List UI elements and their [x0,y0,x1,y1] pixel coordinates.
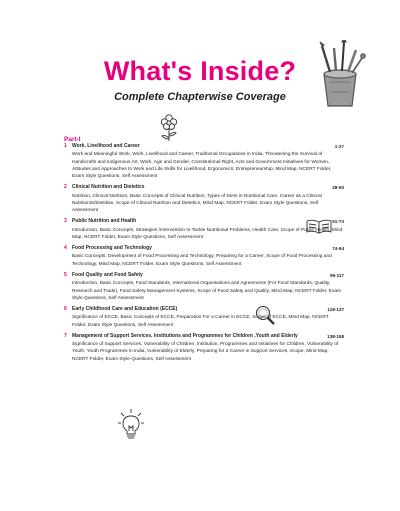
chapter-description: Nutrition, Clinical Nutrition, Basic Concepts of Clinical Nutrition, Types of Diets in Nutritional Care, Career as a Clinical Nutritionist/Dietitian, Scope of Clinical Nutrition and Dietetics, Mind Map, NCERT Folder, Exam Style Questions, Self Assessment [72,193,322,214]
chapter-title[interactable]: Food Quality and Food Safety [72,272,143,279]
chapter-pages: 28-50 [332,185,344,191]
page-title: What's Inside? [103,56,297,86]
chapter-number: 6 [64,306,67,313]
chapter-list [64,143,344,367]
lightbulb-icon [118,408,144,442]
chapter-number: 7 [64,332,67,339]
chapter-title[interactable]: Early Childhood Care and Education (ECCE) [72,306,178,313]
flower-icon [158,114,180,142]
chapter-item[interactable] [64,272,344,302]
pencil-cup-icon [312,40,366,110]
chapter-pages: 74-94 [332,246,344,252]
chapter-title[interactable]: Public Nutrition and Health [72,218,137,225]
chapter-pages: 95-117 [329,273,344,279]
chapter-number: 4 [64,245,67,252]
chapter-description: Significance of ECCE, Basic Concepts of ECCE, Preparation For a Career in ECCE, Scope of ECCE, Mind Map, NCERT Folder, Exam Style Questions, Self Assessment [72,315,329,328]
chapter-title[interactable]: Food Processing and Technology [72,245,152,252]
chapter-pages: 1-27 [334,144,344,149]
chapter-description: Introduction, Basic Concepts, Strategies /Intervention to Tackle Nutritional Problems, Health Care, Scope of Public Health, Mind Map, NCERT Folder, Exam Style Questions, Self Assessment [72,227,343,240]
chapter-title[interactable]: Work, Livelihood and Career [72,143,140,149]
chapter-description: Significance of Support Services, Vulnerability of Children, Institution, Programmes and Initiatives for Children, Vulnerability of Youth, Youth Programmes in India, Vulnerability of Elderly, Preparing for a Career in Support Services, Scope, Mind Map, NCERT Folder, Exam Style Questions, Self Assessment [72,342,339,362]
chapter-title[interactable]: Management of Support Services, Institutions and Programmes for Children ,Youth and Elderly [72,332,298,339]
chapter-item[interactable] [64,184,344,214]
chapter-pages: 118-137 [327,307,344,313]
page-subtitle: Complete Chapterwise Coverage [114,91,286,103]
part-label: Part-I [64,136,81,143]
chapter-item[interactable] [64,245,344,268]
chapter-description: Work and Meaningful Work, Work, Livelihood and Career, Traditional Occupations in India, Threatening the Survival of Handicrafts and Indigenous Art, Work, Age and Gender, Constitutional Right, Acts and Government Initiatives for Women, Attitudes and Approaches to Work and Life Skills for Livelihood, Ergonomics, Entrepreneurship, Mind Map, NCERT Folder, Exam Style Questions, Self Assessment [72,152,332,180]
chapter-item[interactable] [64,332,344,363]
chapter-number: 3 [64,218,67,225]
chapter-number: 2 [64,184,67,191]
chapter-item[interactable] [64,143,344,180]
chapter-pages: 51-73 [332,219,344,225]
chapter-description: Introduction, Basic Concepts, Food Standards, International Organisations and Agreements (For Food Standards, Quality, Research and Trade), Food Safety Management Systems, Scope of Food Safety and Quality, Mind Map, NCERT Folder, Exam Style Questions, Self Assessment [72,281,342,301]
chapter-number: 1 [64,143,67,149]
chapter-item[interactable] [64,218,344,241]
chapter-number: 5 [64,272,67,279]
chapter-pages: 138-158 [327,333,344,339]
chapter-title[interactable]: Clinical Nutrition and Dietetics [72,184,145,191]
chapter-item[interactable] [64,306,344,329]
chapter-description: Basic Concepts, Development of Food Processing and Technology, Preparing for a Career, Scope of Food Processing and Technology, Mind Map, NCERT Folder, Exam Style Questions, Self Assessment [72,254,332,267]
